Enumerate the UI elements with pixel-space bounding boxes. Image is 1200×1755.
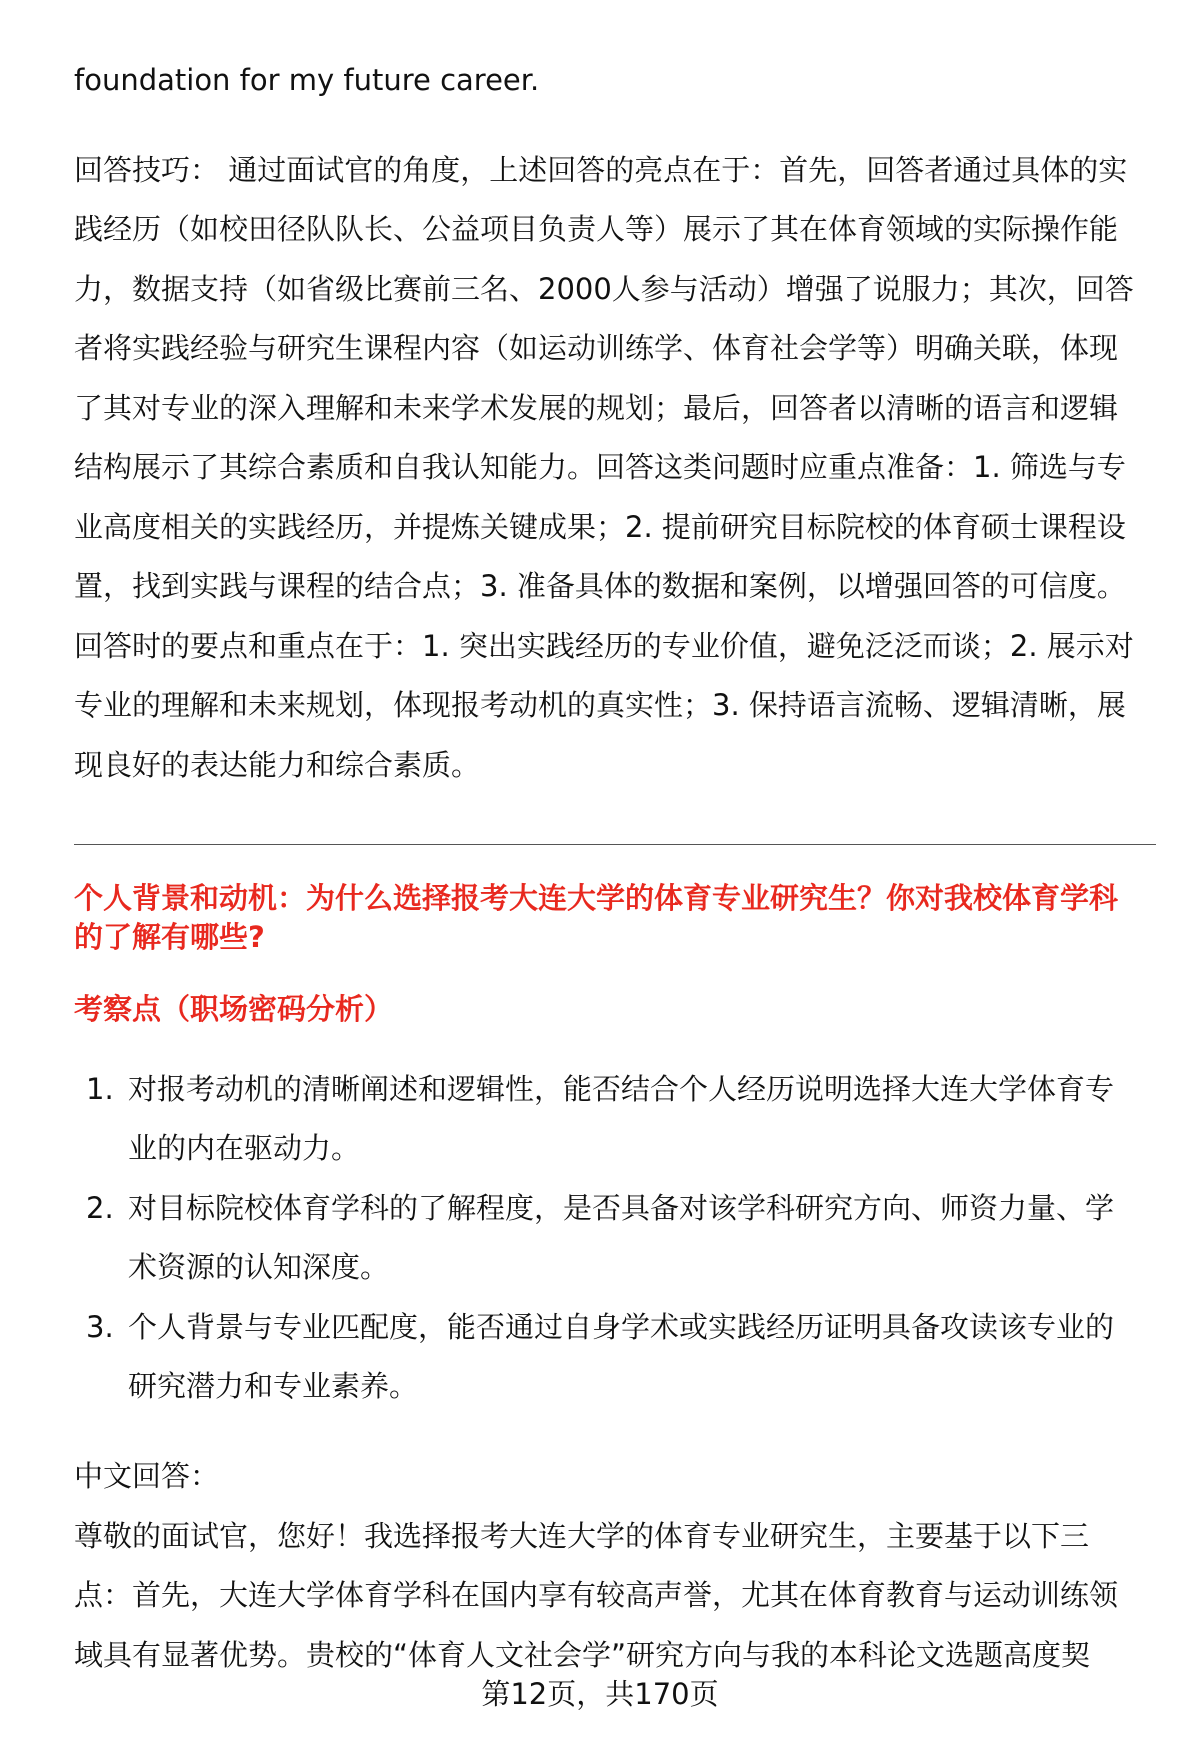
focus-title: 考察点（职场密码分析） (74, 992, 394, 1026)
tips-line: 专业的理解和未来规划，体现报考动机的真实性；3. 保持语言流畅、逻辑清晰，展 (74, 688, 1126, 722)
question-heading: 个人背景和动机：为什么选择报考大连大学的体育专业研究生？你对我校体育学科 (74, 881, 1119, 915)
question-heading: 的了解有哪些? (74, 920, 265, 954)
tips-line: 结构展示了其综合素质和自我认知能力。回答这类问题时应重点准备：1. 筛选与专 (74, 450, 1126, 484)
list-number: 1. (86, 1072, 114, 1106)
list-item: 个人背景与专业匹配度，能否通过自身学术或实践经历证明具备攻读该专业的 (128, 1310, 1115, 1344)
tips-line: 回答时的要点和重点在于：1. 突出实践经历的专业价值，避免泛泛而谈；2. 展示对 (74, 629, 1134, 663)
tips-line: 者将实践经验与研究生课程内容（如运动训练学、体育社会学等）明确关联，体现 (74, 331, 1119, 365)
intro-tail: foundation for my future career. (74, 63, 540, 97)
tips-line: 业高度相关的实践经历，并提炼关键成果；2. 提前研究目标院校的体育硕士课程设 (74, 510, 1126, 544)
answer-line: 域具有显著优势。贵校的“体育人文社会学”研究方向与我的本科论文选题高度契 (74, 1638, 1091, 1672)
tips-line: 践经历（如校田径队队长、公益项目负责人等）展示了其在体育领域的实际操作能 (74, 212, 1119, 246)
section-divider (74, 844, 1156, 845)
list-item: 业的内在驱动力。 (128, 1131, 361, 1165)
tips-line: 力，数据支持（如省级比赛前三名、2000人参与活动）增强了说服力；其次，回答 (74, 272, 1134, 306)
list-item: 对目标院校体育学科的了解程度，是否具备对该学科研究方向、师资力量、学 (128, 1191, 1115, 1225)
list-item: 对报考动机的清晰阐述和逻辑性，能否结合个人经历说明选择大连大学体育专 (128, 1072, 1115, 1106)
list-number: 3. (86, 1310, 114, 1344)
tips-line: 回答技巧： 通过面试官的角度，上述回答的亮点在于：首先，回答者通过具体的实 (74, 153, 1128, 187)
list-number: 2. (86, 1191, 114, 1225)
answer-label: 中文回答： (74, 1459, 220, 1493)
page-number: 第12页，共170页 (481, 1677, 719, 1711)
answer-line: 尊敬的面试官，您好！我选择报考大连大学的体育专业研究生，主要基于以下三 (74, 1519, 1090, 1553)
list-item: 术资源的认知深度。 (128, 1250, 390, 1284)
tips-line: 现良好的表达能力和综合素质。 (74, 748, 481, 782)
tips-line: 置，找到实践与课程的结合点；3. 准备具体的数据和案例，以增强回答的可信度。 (74, 569, 1126, 603)
answer-line: 点：首先，大连大学体育学科在国内享有较高声誉，尤其在体育教育与运动训练领 (74, 1578, 1119, 1612)
tips-line: 了其对专业的深入理解和未来学术发展的规划；最后，回答者以清晰的语言和逻辑 (74, 391, 1119, 425)
list-item: 研究潜力和专业素养。 (128, 1369, 419, 1403)
